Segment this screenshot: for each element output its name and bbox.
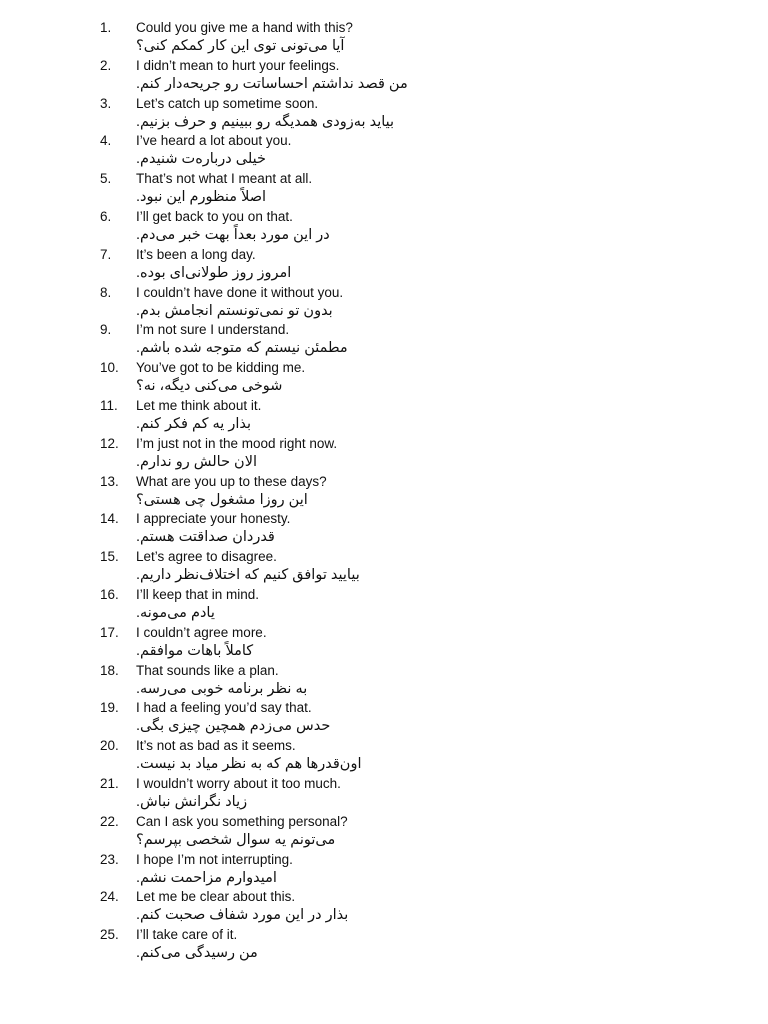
english-phrase: I couldn’t have done it without you.: [136, 284, 344, 300]
persian-translation: بدون تو نمی‌تونستم انجامش بدم.: [136, 302, 333, 319]
english-phrase: I’m just not in the mood right now.: [136, 435, 338, 451]
persian-translation: الان حالش رو ندارم.: [136, 453, 258, 470]
item-number: 11.: [100, 397, 118, 413]
english-phrase: I’ve heard a lot about you.: [136, 133, 292, 149]
english-phrase: Let me be clear about this.: [136, 889, 296, 905]
english-phrase: Let’s agree to disagree.: [136, 549, 277, 565]
item-number: 24.: [100, 889, 119, 905]
list-item: [0, 925, 768, 963]
list-item: [0, 434, 768, 472]
english-phrase: Can I ask you something personal?: [136, 813, 348, 829]
persian-translation: کاملاً باهات موافقم.: [136, 642, 254, 659]
english-phrase: It’s not as bad as it seems.: [136, 738, 296, 754]
item-number: 2.: [100, 57, 112, 73]
item-number: 16.: [100, 586, 119, 602]
list-item: [0, 547, 768, 585]
persian-translation: من قصد نداشتم احساساتت رو جریحه‌دار کنم.: [136, 75, 408, 92]
english-phrase: You’ve got to be kidding me.: [136, 360, 306, 376]
item-number: 7.: [100, 246, 112, 262]
english-phrase: Let me think about it.: [136, 397, 262, 413]
phrase-list: [0, 18, 768, 963]
english-phrase: I’ll keep that in mind.: [136, 586, 260, 602]
list-item: [0, 56, 768, 94]
english-phrase: What are you up to these days?: [136, 473, 327, 489]
item-number: 23.: [100, 851, 119, 867]
persian-translation: من رسیدگی می‌کنم.: [136, 945, 258, 962]
item-number: 4.: [100, 133, 112, 149]
persian-translation: خیلی درباره‌ت شنیدم.: [136, 151, 266, 168]
persian-translation: در این مورد بعداً بهت خبر می‌دم.: [136, 226, 330, 243]
list-item: [0, 623, 768, 661]
persian-translation: به نظر برنامه خوبی می‌رسه.: [136, 680, 308, 697]
document-page: [0, 18, 768, 963]
persian-translation: قدردان صداقتت هستم.: [136, 529, 275, 546]
item-number: 20.: [100, 738, 119, 754]
persian-translation: بیاید به‌زودی همدیگه رو ببینیم و حرف بزنیم.: [136, 113, 395, 130]
persian-translation: بیایید توافق کنیم که اختلاف‌نظر داریم.: [136, 567, 360, 584]
persian-translation: حدس می‌زدم همچین چیزی بگی.: [136, 718, 331, 735]
persian-translation: امیدوارم مزاحمت نشم.: [136, 869, 277, 886]
persian-translation: امروز روز طولانی‌ای بوده.: [136, 264, 292, 281]
english-phrase: Let’s catch up sometime soon.: [136, 95, 319, 111]
item-number: 19.: [100, 700, 119, 716]
list-item: [0, 774, 768, 812]
persian-translation: بذار در این مورد شفاف صحبت کنم.: [136, 907, 349, 924]
list-item: [0, 18, 768, 56]
persian-translation: شوخی می‌کنی دیگه، نه؟: [136, 378, 283, 395]
persian-translation: اون‌قدرها هم که به نظر میاد بد نیست.: [136, 756, 362, 773]
item-number: 18.: [100, 662, 119, 678]
english-phrase: It’s been a long day.: [136, 246, 256, 262]
persian-translation: اصلاً منظورم این نبود.: [136, 189, 267, 206]
item-number: 22.: [100, 813, 119, 829]
list-item: [0, 283, 768, 321]
english-phrase: I’m not sure I understand.: [136, 322, 290, 338]
item-number: 13.: [100, 473, 119, 489]
list-item: [0, 736, 768, 774]
english-phrase: I appreciate your honesty.: [136, 511, 291, 527]
item-number: 3.: [100, 95, 112, 111]
english-phrase: That’s not what I meant at all.: [136, 171, 313, 187]
list-item: [0, 472, 768, 510]
list-item: [0, 245, 768, 283]
persian-translation: می‌تونم یه سوال شخصی بپرسم؟: [136, 831, 336, 848]
list-item: [0, 320, 768, 358]
list-item: [0, 812, 768, 850]
item-number: 10.: [100, 360, 119, 376]
list-item: [0, 358, 768, 396]
item-number: 8.: [100, 284, 112, 300]
list-item: [0, 169, 768, 207]
persian-translation: بذار یه کم فکر کنم.: [136, 415, 252, 432]
english-phrase: I wouldn’t worry about it too much.: [136, 775, 341, 791]
item-number: 6.: [100, 208, 112, 224]
list-item: [0, 698, 768, 736]
english-phrase: Could you give me a hand with this?: [136, 20, 353, 35]
persian-translation: این روزا مشغول چی هستی؟: [136, 491, 308, 508]
english-phrase: I’ll take care of it.: [136, 927, 238, 943]
item-number: 17.: [100, 624, 119, 640]
item-number: 15.: [100, 549, 119, 565]
english-phrase: I hope I’m not interrupting.: [136, 851, 293, 867]
persian-translation: آیا می‌تونی توی این کار کمکم کنی؟: [136, 38, 345, 54]
english-phrase: I didn’t mean to hurt your feelings.: [136, 57, 340, 73]
persian-translation: زیاد نگرانش نباش.: [136, 793, 248, 810]
persian-translation: یادم می‌مونه.: [136, 604, 215, 621]
item-number: 12.: [100, 435, 119, 451]
item-number: 1.: [100, 20, 112, 35]
english-phrase: I couldn’t agree more.: [136, 624, 267, 640]
english-phrase: I had a feeling you’d say that.: [136, 700, 312, 716]
item-number: 14.: [100, 511, 119, 527]
list-item: [0, 661, 768, 699]
persian-translation: مطمئن نیستم که متوجه شده باشم.: [136, 340, 348, 357]
list-item: [0, 131, 768, 169]
item-number: 21.: [100, 775, 119, 791]
list-item: [0, 850, 768, 888]
list-item: [0, 887, 768, 925]
list-item: [0, 396, 768, 434]
list-item: [0, 585, 768, 623]
english-phrase: That sounds like a plan.: [136, 662, 279, 678]
list-item: [0, 509, 768, 547]
item-number: 9.: [100, 322, 112, 338]
item-number: 25.: [100, 927, 119, 943]
english-phrase: I’ll get back to you on that.: [136, 208, 293, 224]
list-item: [0, 207, 768, 245]
list-item: [0, 94, 768, 132]
item-number: 5.: [100, 171, 112, 187]
